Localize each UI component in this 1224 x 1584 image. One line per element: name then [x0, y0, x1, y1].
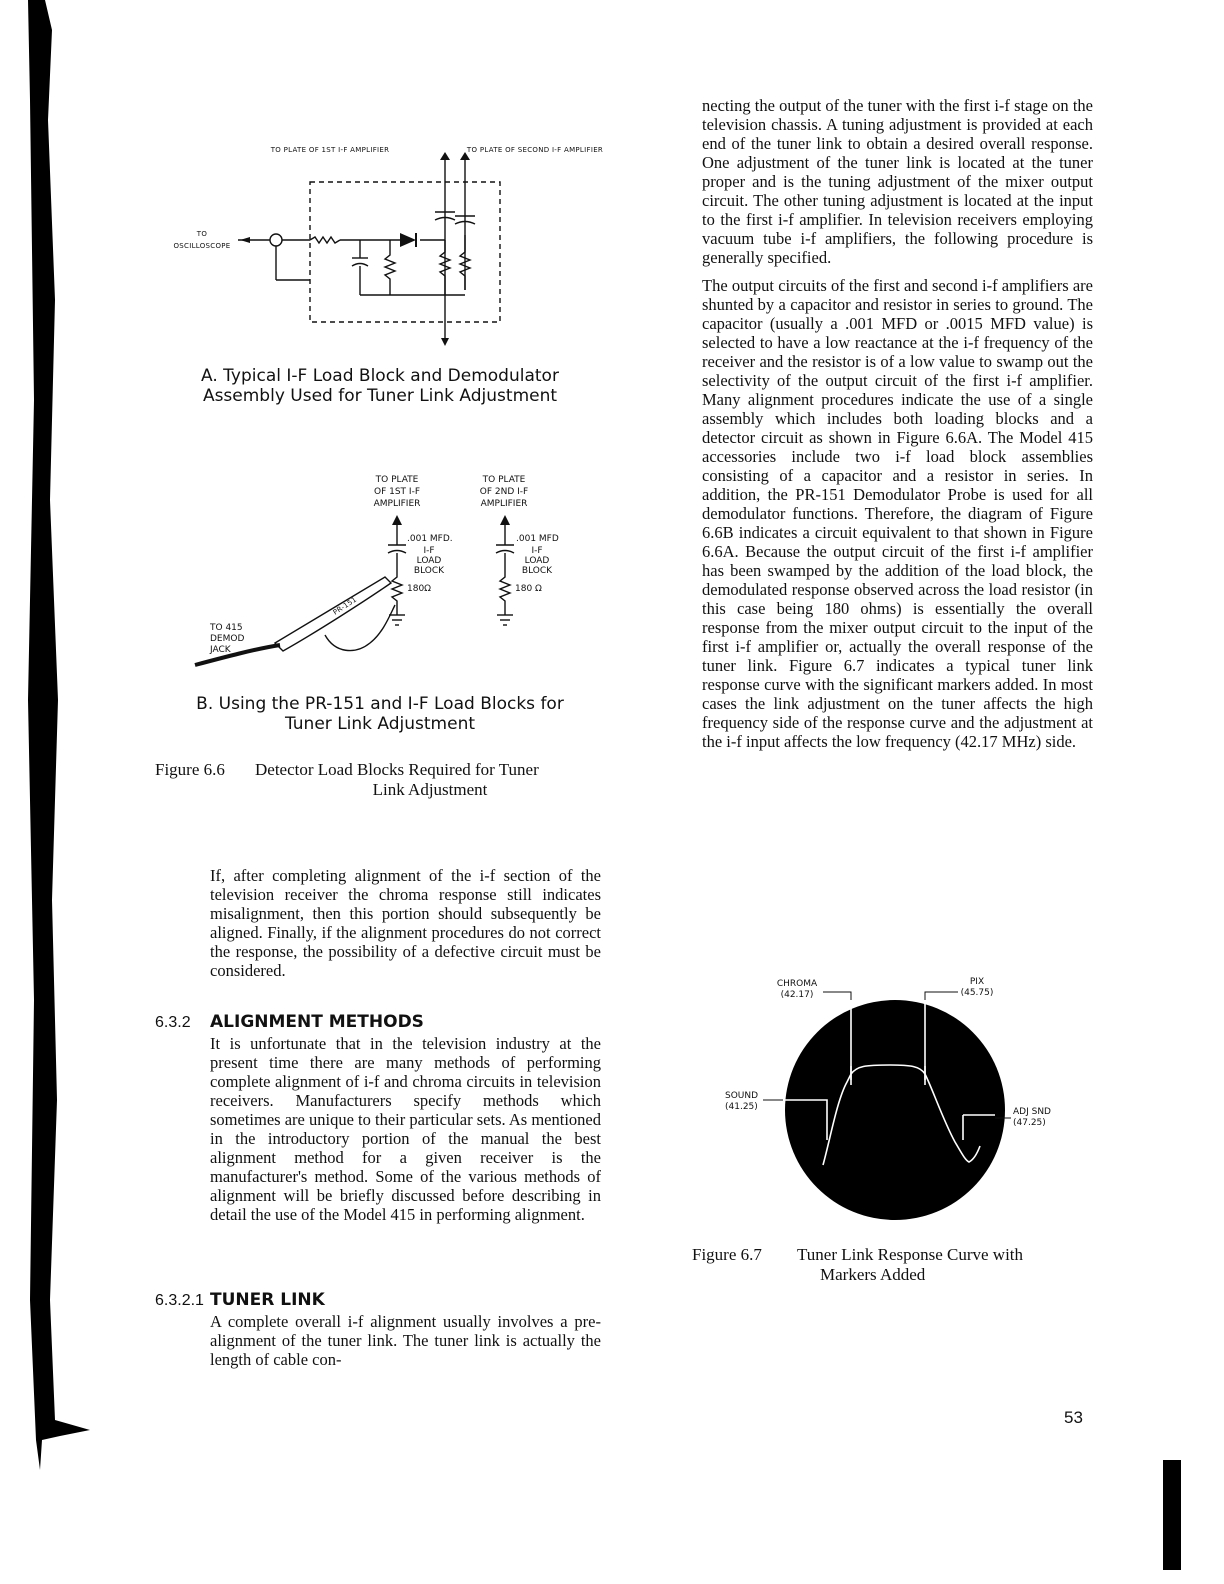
chroma-label-2: (42.17) [780, 990, 814, 1000]
res1-label: 180Ω [407, 584, 432, 594]
section-6321-title: TUNER LINK [210, 1290, 325, 1310]
binding-edge [0, 0, 95, 1584]
figure-6-6-title-line2: Link Adjustment [372, 780, 488, 799]
edge-mark [1163, 1460, 1181, 1570]
jack-l3: JACK [210, 645, 231, 655]
figure-6-7-number: Figure 6.7 [692, 1245, 762, 1264]
caption-b-line1: B. Using the PR-151 and I-F Load Blocks for [196, 694, 564, 714]
adj-snd-label-2: (47.25) [1013, 1118, 1046, 1128]
adj-snd-label-1: ADJ SND [1013, 1107, 1051, 1117]
plate1-l1: TO PLATE [375, 475, 419, 485]
section-6321-paragraph: A complete overall i-f alignment usually involves a pre-alignment of the tuner link. The tuner link is actually the length of cable con- [210, 1312, 601, 1369]
probe-label: PR-151 [331, 595, 359, 617]
block1-l2: LOAD [416, 556, 442, 566]
section-632-title: ALIGNMENT METHODS [210, 1012, 424, 1032]
res2-label: 180 Ω [515, 584, 542, 594]
section-6321-number: 6.3.2.1 [155, 1292, 204, 1309]
figure-6-6-title-line1: Detector Load Blocks Required for Tuner [255, 760, 539, 779]
section-632-number: 6.3.2 [155, 1014, 191, 1031]
cap1-label: .001 MFD. [407, 534, 453, 544]
sound-label-2: (41.25) [725, 1102, 758, 1112]
figure-6-6-number: Figure 6.6 [155, 760, 225, 779]
left-para-1: If, after completing alignment of the i-f section of the television receiver the chroma response still indicates misalignment, then this portion should subsequently be aligned. Finally, if the alignment procedures do not correct the response, the possibility of a defective circuit must be considered. [210, 866, 601, 980]
page-number: 53 [1064, 1408, 1083, 1427]
plate1-l2: OF 1ST I-F [374, 487, 420, 497]
label-to-a: TO [196, 230, 208, 238]
block2-l1: I-F [531, 546, 543, 556]
figure-6-7-title-line2: Markers Added [820, 1265, 926, 1284]
plate2-l2: OF 2ND I-F [479, 487, 529, 497]
figure-6-7-title-line1: Tuner Link Response Curve with [797, 1245, 1024, 1264]
right-para-1: necting the output of the tuner with the first i-f stage on the television chassis. A tuning adjustment is provided at each end of the tuner link to obtain a desired overall response. One adjustment of the tuner link is located at the tuner proper and is the tuning adjustment of the mixer output circuit. The other tuning adjustment is located at the input to the first i-f amplifier. In television receivers employing vacuum tube i-f amplifiers, the following procedure is generally specified. [702, 96, 1093, 267]
pix-label-1: PIX [969, 977, 985, 987]
plate2-l3: AMPLIFIER [480, 499, 528, 509]
block2-l2: LOAD [524, 556, 550, 566]
cap2-label: .001 MFD [516, 534, 559, 544]
block1-l1: I-F [423, 546, 435, 556]
label-plate-second-a: TO PLATE OF SECOND I-F AMPLIFIER [466, 146, 604, 154]
scope-screen [785, 1000, 1005, 1220]
pix-label-2: (45.75) [960, 988, 994, 998]
circuit-diagram-a [160, 140, 620, 360]
jack-l2: DEMOD [210, 634, 245, 644]
caption-a-line2: Assembly Used for Tuner Link Adjustment [202, 386, 558, 406]
label-oscilloscope-a: OSCILLOSCOPE [173, 242, 231, 250]
response-curve-figure [715, 970, 1075, 1230]
plate2-l1: TO PLATE [482, 475, 526, 485]
label-plate-first-a: TO PLATE OF 1ST I-F AMPLIFIER [270, 146, 390, 154]
block1-l3: BLOCK [413, 566, 445, 576]
caption-b-line2: Tuner Link Adjustment [284, 714, 476, 734]
jack-l1: TO 415 [210, 623, 243, 633]
chroma-label-1: CHROMA [776, 979, 818, 989]
circuit-diagram-b [185, 465, 595, 685]
block2-l3: BLOCK [521, 566, 553, 576]
section-632-paragraph: It is unfortunate that in the television industry at the present time there are many methods of performing complete alignment of i-f and chroma circuits in television receivers. Manufacturers specify methods which sometimes are unique to their particular sets. As mentioned in the introductory portion of the manual the best alignment method for a given receiver is the manufacturer's method. Some of the various methods of alignment will be briefly discussed before describing in detail the use of the Model 415 in performing alignment. [210, 1034, 601, 1224]
sound-label-1: SOUND [725, 1091, 759, 1101]
caption-a-line1: A. Typical I-F Load Block and Demodulator [201, 366, 559, 386]
right-para-2: The output circuits of the first and second i-f amplifiers are shunted by a capacitor and resistor in series to ground. The capacitor (usually a .001 MFD or .0015 MFD value) is selected to have a low reactance at the i-f frequency of the receiver and the resistor is of a low value to swamp out the selectivity of the output circuit of the first i-f amplifier. Many alignment procedures indicate the use of a single assembly which includes both loading blocks and a detector circuit as shown in Figure 6.6A. The Model 415 accessories include two i-f load block assemblies consisting of a capacitor and a resistor in series. In addition, the PR-151 Demodulator Probe is used for all demodulator functions. Therefore, the diagram of Figure 6.6B indicates a circuit equivalent to that shown in Figure 6.6A. Because the output circuit of the first i-f amplifier has been swamped by the addition of the load block, the demodulated response observed across the load resistor (in this case being 180 ohms) is essentially the overall response from the mixer output circuit to the input of the first i-f amplifier or, actually the overall response of the tuner link. Figure 6.7 indicates a typical tuner link response curve with the significant markers added. In most cases the link adjustment on the tuner affects the high frequency side of the response curve and the adjustment at the i-f input affects the low frequency (42.17 MHz) side. [702, 276, 1093, 751]
plate1-l3: AMPLIFIER [373, 499, 421, 509]
